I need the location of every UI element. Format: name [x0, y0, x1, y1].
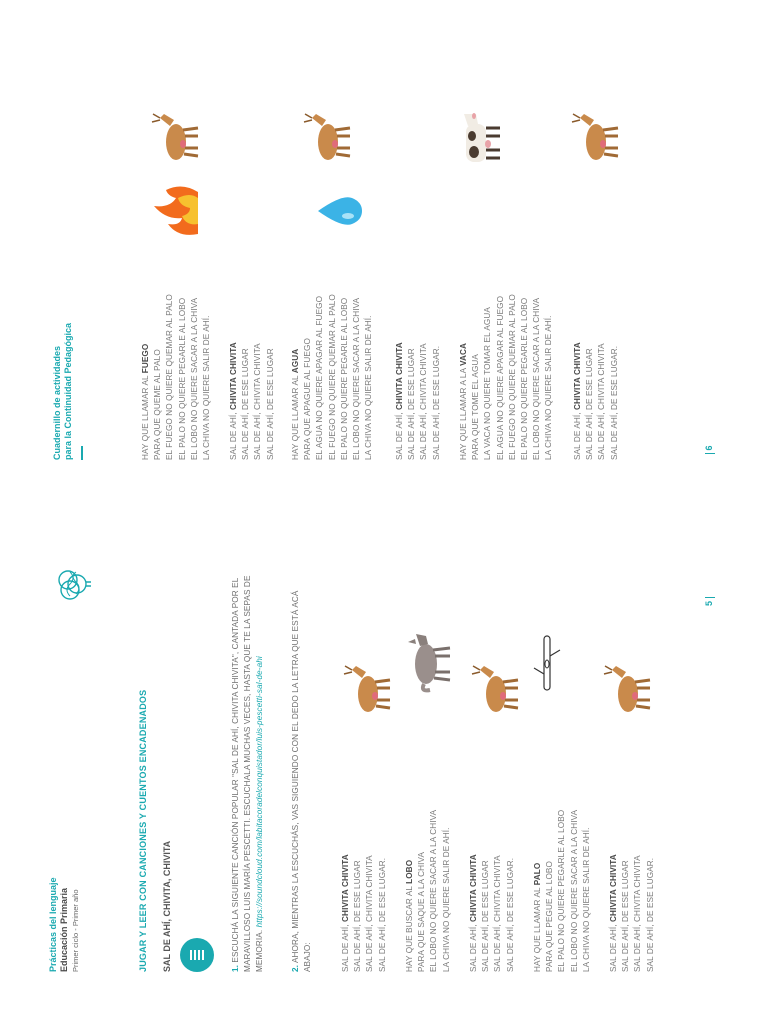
verse-line: SAL DE AHÍ, CHIVITA CHIVITA [573, 342, 582, 460]
verse-line: EL FUEGO NO QUIERE QUEMAR AL PALO [327, 294, 337, 460]
verse-keyword: CHIVITA CHIVITA [609, 854, 618, 922]
verse-line: EL PALO NO QUIERE PEGARLE AL LOBO [557, 809, 567, 972]
stanza [572, 342, 621, 460]
page-left [0, 512, 768, 1024]
stick-icon [520, 632, 574, 694]
verse-line: HAY QUE LLAMAR A LA VACA [459, 342, 468, 460]
instruction-number: 1. [231, 964, 240, 972]
verse-line: PARA QUE QUEME AL PALO [153, 349, 163, 460]
goat-icon [468, 662, 522, 724]
verse-line: EL FUEGO NO QUIERE QUEMAR AL PALO [165, 294, 175, 460]
verse-line: SAL DE AHÍ, CHIVITA CHIVITA [609, 854, 618, 972]
verse-keyword: CHIVITA CHIVITA [573, 342, 582, 410]
verse-line: SAL DE AHÍ, DE ESE LUGAR [407, 348, 417, 460]
goat-icon [340, 662, 394, 724]
verse-line: EL LOBO NO QUIERE SACAR A LA CHIVA [532, 297, 542, 460]
verse-line: HAY QUE LLAMAR AL AGUA [291, 348, 300, 460]
verse-line: PARA QUE PEGUE AL LOBO [545, 861, 555, 972]
verse-line: SAL DE AHÍ, CHIVITA CHIVITA [365, 855, 375, 972]
page-header [52, 323, 83, 460]
verse-line: LA CHIVA NO QUIERE SALIR DE AHÍ. [364, 315, 374, 460]
goat-icon [568, 110, 622, 172]
instruction-1 [230, 572, 266, 972]
page-number-value: 5 [704, 600, 714, 606]
stanza [532, 810, 593, 972]
verse-line: SAL DE AHÍ, DE ESE LUGAR. [505, 857, 515, 972]
stanza [608, 854, 657, 972]
instruction-2 [290, 572, 314, 972]
song-link[interactable]: https://soundcloud.com/labitacoradelconquistador/luis-pescetti-sal-de-ahi [255, 656, 264, 928]
verse-line: SAL DE AHÍ, CHIVITA CHIVITA [597, 343, 607, 460]
verse-line: SAL DE AHÍ, DE ESE LUGAR. [609, 345, 619, 460]
verse-line: EL PALO NO QUIERE PEGARLE AL LOBO [177, 297, 187, 460]
fire-icon [148, 180, 202, 242]
header-subtitle: Educación Primaria [59, 887, 70, 972]
header-title-line1: Cuadernillo de actividades [52, 345, 62, 460]
stanza [140, 294, 213, 460]
page-number-value: 6 [704, 445, 714, 451]
goat-icon [300, 110, 354, 172]
verse-line: LA CHIVA NO QUIERE SALIR DE AHÍ. [202, 315, 212, 460]
verse-keyword: CHIVITA CHIVITA [229, 342, 238, 410]
verse-line: EL FUEGO NO QUIERE QUEMAR AL PALO [507, 294, 517, 460]
cow-icon [450, 110, 504, 172]
page-number [704, 445, 715, 454]
verse-keyword: LOBO [405, 859, 414, 884]
verse-line: SAL DE AHÍ, DE ESE LUGAR [265, 348, 275, 460]
header-title: Prácticas del lenguaje [48, 877, 58, 972]
verse-keyword: VACA [459, 342, 468, 366]
verse-line: SAL DE AHÍ, CHIVITA CHIVITA [469, 854, 478, 972]
page-header [48, 877, 80, 972]
verse-line: LA CHIVA NO QUIERE SALIR DE AHÍ. [544, 315, 554, 460]
verse-line: SAL DE AHÍ, DE ESE LUGAR [621, 860, 631, 972]
stanza [290, 294, 375, 460]
verse-line: EL LOBO NO QUIERE SACAR A LA CHIVA [429, 809, 439, 972]
brain-logo-icon [54, 564, 94, 604]
verse-line: SAL DE AHÍ, DE ESE LUGAR [585, 348, 595, 460]
section-title: JUGAR Y LEER CON CANCIONES Y CUENTOS ENCADENADOS [138, 689, 148, 972]
verse-keyword: CHIVITA CHIVITA [341, 854, 350, 922]
instruction-text: ESCUCHÁ LA SIGUIENTE CANCIÓN POPULAR "SAL DE AHÍ, CHIVITA CHIVITA", CANTADA POR EL MARAVILLOSO LUIS MARÍA PESCETTI. ESCUCHALA MUCHAS VECES, HASTA QUE TE LA SEPAS DE MEMORIA. [231, 575, 264, 972]
verse-line: SAL DE AHÍ, DE ESE LUGAR [481, 860, 491, 972]
verse-line: SAL DE AHÍ, CHIVITA CHIVITA [419, 343, 429, 460]
verse-line: SAL DE AHÍ, DE ESE LUGAR [241, 348, 251, 460]
page-number [704, 597, 715, 606]
verse-line: EL PALO NO QUIERE PEGARLE AL LOBO [339, 297, 349, 460]
stanza [458, 294, 556, 460]
verse-line: SAL DE AHÍ, DE ESE LUGAR. [377, 857, 387, 972]
stanza [404, 810, 453, 972]
verse-keyword: AGUA [291, 348, 300, 374]
verse-line: SAL DE AHÍ, CHIVITA CHIVITA [253, 343, 263, 460]
page-number-divider [705, 597, 715, 598]
verse-line: SAL DE AHÍ, CHIVITA CHIVITA [341, 854, 350, 972]
stanza [340, 854, 389, 972]
instruction-text: AHORA, MIENTRAS LA ESCUCHÁS, VAS SIGUIENDO CON EL DEDO LA LETRA QUE ESTÁ ACÁ ABAJO: [291, 590, 312, 972]
verse-line: HAY QUE BUSCAR AL LOBO [405, 859, 414, 972]
verse-line: HAY QUE LLAMAR AL FUEGO [141, 343, 150, 460]
verse-line: EL LOBO NO QUIERE SACAR A LA CHIVA [352, 297, 362, 460]
verse-line: EL LOBO NO QUIERE SACAR A LA CHIVA [189, 297, 199, 460]
song-title: SAL DE AHÍ, CHIVITA, CHIVITA [162, 840, 172, 972]
verse-line: PARA QUE APAGUE AL FUEGO [303, 338, 313, 460]
verse-line: PARA QUE TOME EL AGUA [471, 354, 481, 460]
verse-line: EL PALO NO QUIERE PEGARLE AL LOBO [520, 297, 530, 460]
verse-line: LA VACA NO QUIERE TOMAR EL AGUA [483, 307, 493, 460]
goat-icon [148, 110, 202, 172]
verse-line: PARA QUE SAQUE A LA CHIVA [417, 851, 427, 972]
stanza [394, 342, 443, 460]
verse-line: SAL DE AHÍ, DE ESE LUGAR. [431, 345, 441, 460]
wolf-icon [400, 632, 454, 694]
verse-line: SAL DE AHÍ, CHIVITA CHIVITA [633, 855, 643, 972]
verse-keyword: CHIVITA CHIVITA [469, 854, 478, 922]
verse-line: SAL DE AHÍ, DE ESE LUGAR [353, 860, 363, 972]
header-rule [81, 446, 83, 460]
water-drop-icon [312, 180, 366, 242]
instruction-number: 2. [291, 964, 300, 972]
verse-line: SAL DE AHÍ, CHIVITA CHIVITA [493, 855, 503, 972]
verse-line: LA CHIVA NO QUIERE SALIR DE AHÍ. [441, 827, 451, 972]
listen-activity-icon [180, 938, 214, 972]
verse-line: LA CHIVA NO QUIERE SALIR DE AHÍ. [581, 827, 591, 972]
goat-icon [600, 662, 654, 724]
stanza [468, 854, 517, 972]
verse-keyword: PALO [533, 862, 542, 886]
verse-line: SAL DE AHÍ, DE ESE LUGAR. [645, 857, 655, 972]
header-level: Primer ciclo - Primer año [70, 889, 80, 972]
verse-keyword: FUEGO [141, 343, 150, 374]
verse-line: EL AGUA NO QUIERE APAGAR AL FUEGO [495, 295, 505, 460]
header-title-line2: para la Continuidad Pedagógica [63, 322, 74, 460]
stanza [228, 342, 277, 460]
verse-line: SAL DE AHÍ, CHIVITA CHIVITA [395, 342, 404, 460]
verse-line: SAL DE AHÍ, CHIVITA CHIVITA [229, 342, 238, 460]
verse-line: HAY QUE LLAMAR AL PALO [533, 862, 542, 972]
verse-line: EL LOBO NO QUIERE SACAR A LA CHIVA [569, 809, 579, 972]
page-number-divider [705, 453, 715, 454]
verse-line: EL AGUA NO QUIERE APAGAR AL FUEGO [315, 295, 325, 460]
verse-keyword: CHIVITA CHIVITA [395, 342, 404, 410]
